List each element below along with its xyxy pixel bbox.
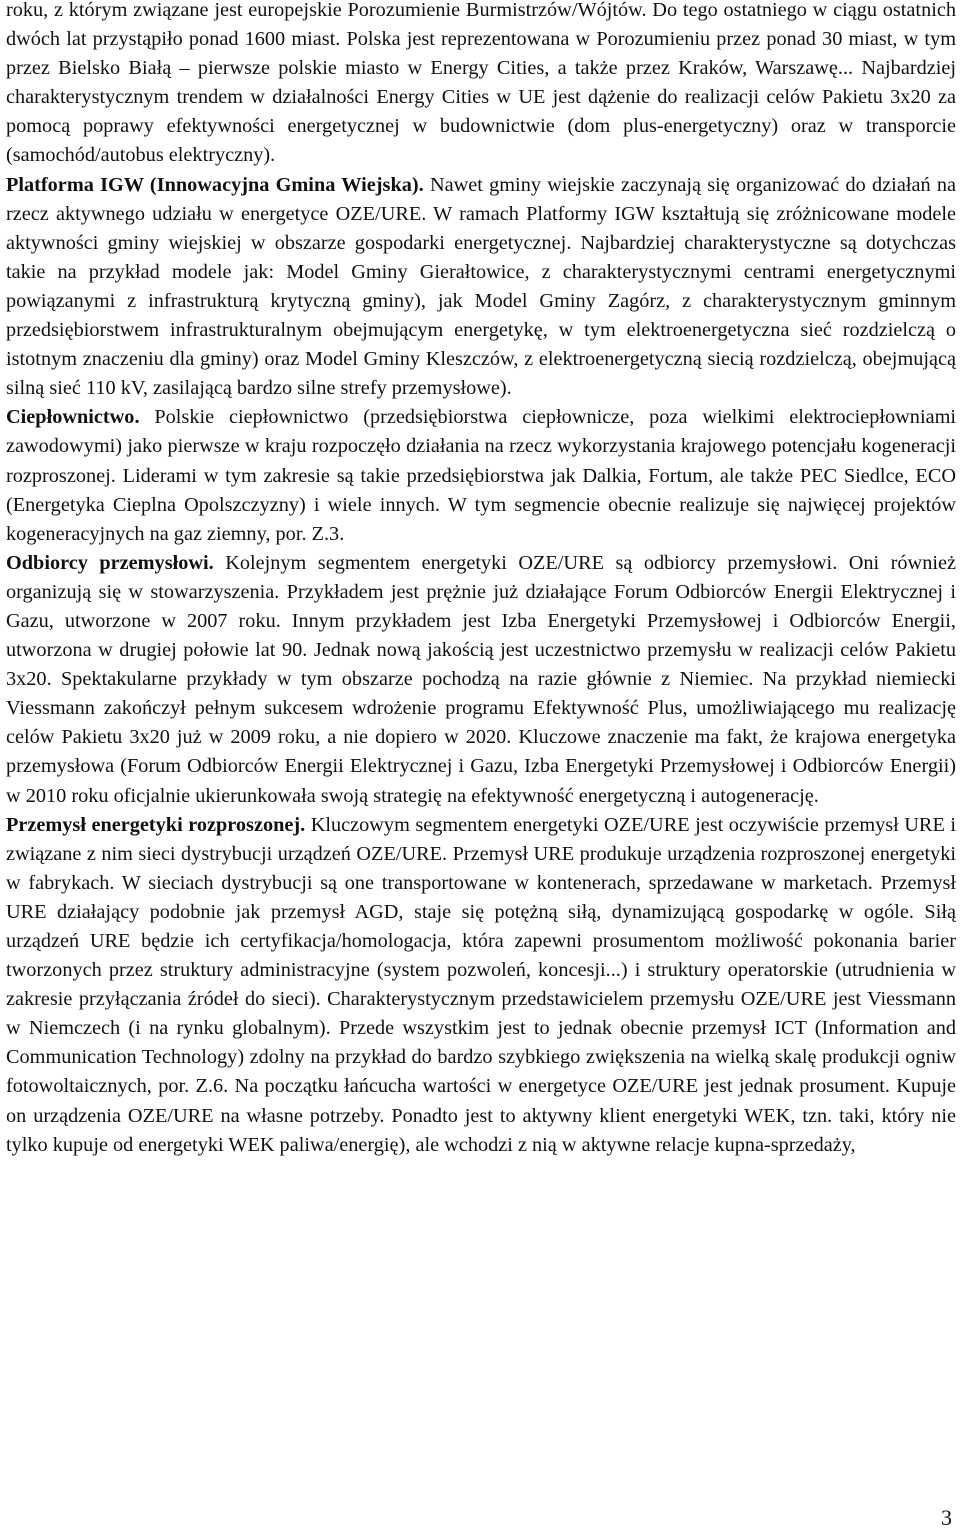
page-number: 3: [941, 1505, 952, 1530]
paragraph-przemysl-energetyki-rozproszonej: [6, 811, 956, 1160]
section-heading: Odbiorcy przemysłowi.: [6, 551, 214, 574]
paragraph-text: roku, z którym związane jest europejskie Porozumienie Burmistrzów/Wójtów. Do tego ostatniego w ciągu ostatnich dwóch lat przystąpiło ponad 1600 miast. Polska jest reprezentowana w Porozumieniu przez ponad 30 miast, w tym przez Bielsko Białą – pierwsze polskie miasto w Energy Cities, a także przez Kraków, Warszawę... Najbardziej charakterystycznym trendem w działalności Energy Cities w UE jest dążenie do realizacji celów Pakietu 3x20 za pomocą poprawy efektywności energetycznej w budownictwie (dom plus-energetyczny) oraz w transporcie (samochód/autobus elektryczny).: [6, 0, 956, 167]
section-heading: Przemysł energetyki rozproszonej.: [6, 813, 306, 836]
paragraph-text: Kluczowym segmentem energetyki OZE/URE jest oczywiście przemysł URE i związane z nim sieci dystrybucji urządzeń OZE/URE. Przemysł URE produkuje urządzenia rozproszonej energetyki w fabrykach. W sieciach dystrybucji są one transportowane w kontenerach, sprzedawane w marketach. Przemysł URE działający podobnie jak przemysł AGD, staje się potężną siłą, dynamizującą gospodarkę w ogóle. Siłą urządzeń URE będzie ich certyfikacja/homologacja, która zapewni prosumentom możliwość pokonania barier tworzonych przez struktury administracyjne (system pozwoleń, koncesji...) i struktury operatorskie (utrudnienia w zakresie przyłączania źródeł do sieci). Charakterystycznym przedstawicielem przemysłu OZE/URE jest Viessmann w Niemczech (i na rynku globalnym). Przede wszystkim jest to jednak obecnie przemysł ICT (Information and Communication Technology) zdolny na przykład do bardzo szybkiego zwiększenia na wielką skalę produkcji ogniw fotowoltaicznych, por. Z.6. Na początku łańcucha wartości w energetyce OZE/URE jest jednak prosument. Kupuje on urządzenia OZE/URE na własne potrzeby. Ponadto jest to aktywny klient energetyki WEK, tzn. taki, który nie tylko kupuje od energetyki WEK paliwa/energię), ale wchodzi z nią w aktywne relacje kupna-sprzedaży,: [6, 813, 956, 1156]
document-page: [6, 0, 956, 1160]
paragraph-energy-cities: [6, 0, 956, 171]
paragraph-cieplownictwo: [6, 403, 956, 548]
paragraph-text: Nawet gminy wiejskie zaczynają się organizować do działań na rzecz aktywnego udziału w energetyce OZE/URE. W ramach Platformy IGW kształtują się zróżnicowane modele aktywności gminy wiejskiej w obszarze gospodarki energetycznej. Najbardziej charakterystyczne są dotychczas takie na przykład modele jak: Model Gminy Gierałtowice, z charakterystycznymi centrami energetycznymi powiązanymi z infrastrukturą krytyczną gminy), jak Model Gminy Zagórz, z charakterystycznym gminnym przedsiębiorstwem infrastrukturalnym obejmującym energetykę, w tym elektroenergetyczna sieć rozdzielczą o istotnym znaczeniu dla gminy) oraz Model Gminy Kleszczów, z elektroenergetyczną siecią rozdzielczą, obejmującą silną sieć 110 kV, zasilającą bardzo silne strefy przemysłowe).: [6, 173, 956, 400]
paragraph-platforma-igw: [6, 171, 956, 404]
section-heading: Ciepłownictwo.: [6, 406, 140, 429]
paragraph-text: Polskie ciepłownictwo (przedsiębiorstwa ciepłownicze, poza wielkimi elektrociepłowniami zawodowymi) jako pierwsze w kraju rozpoczęło działania na rzecz wykorzystania krajowego potencjału kogeneracji rozproszonej. Liderami w tym zakresie są takie przedsiębiorstwa jak Dalkia, Fortum, ale także PEC Siedlce, ECO (Energetyka Cieplna Opolszczyzny) i wiele innych. W tym segmencie obecnie realizuje się najwięcej projektów kogeneracyjnych na gaz ziemny, por. Z.3.: [6, 406, 956, 545]
paragraph-text: Kolejnym segmentem energetyki OZE/URE są odbiorcy przemysłowi. Oni również organizują się w stowarzyszenia. Przykładem jest prężnie już działające Forum Odbiorców Energii Elektrycznej i Gazu, utworzone w 2007 roku. Innym przykładem jest Izba Energetyki Przemysłowej i Odbiorców Energii, utworzona w drugiej połowie lat 90. Jednak nową jakością jest uczestnictwo przemysłu w realizacji celów Pakietu 3x20. Spektakularne przykłady w tym obszarze pochodzą na razie głównie z Niemiec. Na przykład niemiecki Viessmann zakończył pełnym sukcesem wdrożenie programu Efektywność Plus, umożliwiającego mu realizację celów Pakietu 3x20 już w 2009 roku, a nie dopiero w 2020. Kluczowe znaczenie ma fakt, że krajowa energetyka przemysłowa (Forum Odbiorców Energii Elektrycznej i Gazu, Izba Energetyki Przemysłowej i Odbiorców Energii) w 2010 roku oficjalnie ukierunkowała swoją strategię na efektywność energetyczną i autogenerację.: [6, 551, 956, 807]
section-heading: Platforma IGW (Innowacyjna Gmina Wiejska).: [6, 173, 424, 196]
paragraph-odbiorcy-przemyslowi: [6, 549, 956, 811]
